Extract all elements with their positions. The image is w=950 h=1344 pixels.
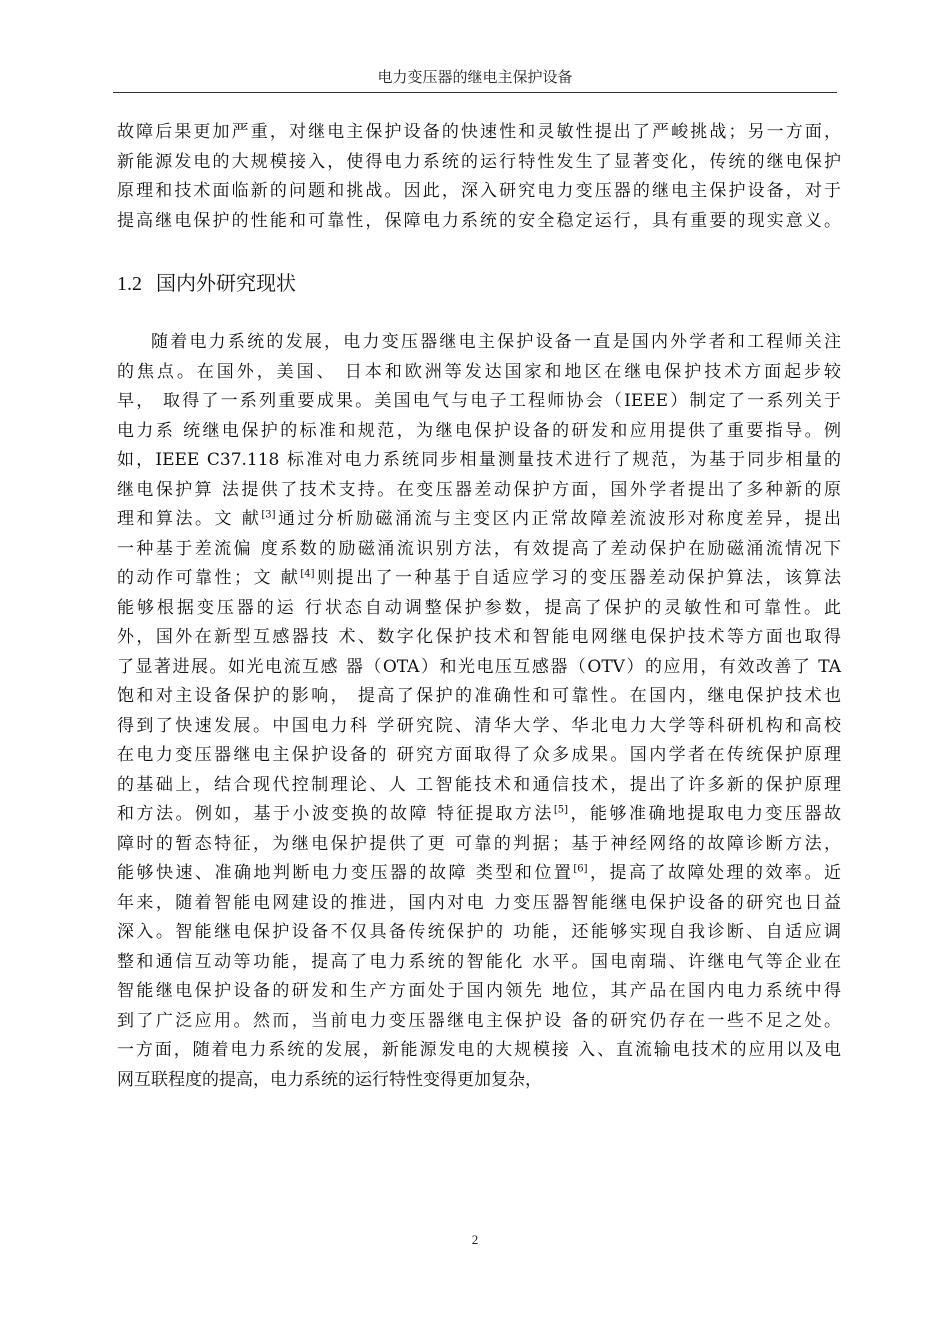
- text-line: 外，国外在新型互感器技 术、数字化保护技术和智能电网继电保护技术等方面也取得: [117, 627, 841, 647]
- citation-ref: [6]: [573, 863, 588, 875]
- text-segment: ，能够准确地提取电力变压器故: [568, 804, 842, 824]
- intro-paragraph: [117, 118, 841, 236]
- section-heading: [117, 268, 296, 299]
- text-segment: 的动作可靠性；文 献: [117, 568, 301, 588]
- text-line: 整和通信互动等功能，提高了电力系统的智能化 水平。国电南瑞、许继电气等企业在: [117, 951, 841, 972]
- text-line: 提高继电保护的性能和可靠性，保障电力系统的安全稳定运行，具有重要的现实意义。: [117, 210, 841, 231]
- text-line: 早， 取得了一系列重要成果。美国电气与电子工程师协会（IEEE）制定了一系列关于: [117, 391, 841, 411]
- text-line: 一种基于差流偏 度系数的励磁涌流识别方法，有效提高了差动保护在励磁涌流情况下: [117, 538, 841, 559]
- text-line: 电力系 统继电保护的标准和规范，为继电保护设备的研发和应用提供了重要指导。例: [117, 420, 841, 441]
- text-line: 的基础上，结合现代控制理论、人 工智能技术和通信技术，提出了许多新的保护原理: [117, 774, 841, 795]
- text-line: 的焦点。在国外，美国、 日本和欧洲等发达国家和地区在继电保护技术方面起步较: [117, 361, 841, 382]
- text-line: 年来，随着智能电网建设的推进，国内对电 力变压器智能继电保护设备的研究也日益: [117, 892, 841, 913]
- text-line: [117, 859, 841, 889]
- text-line: 智能继电保护设备的研发和生产方面处于国内领先 地位，其产品在国内电力系统中得: [117, 981, 841, 1001]
- text-segment: 通过分析励磁涌流与主变区内正常故障差流波形对称度差异，提出: [275, 509, 841, 529]
- text-line: 网互联程度的提高，电力系统的运行特性变得更加复杂，: [117, 1069, 542, 1090]
- text-segment: 则提出了一种基于自适应学习的变压器差动保护算法，该算法: [314, 568, 842, 588]
- text-line: 能够根据变压器的运 行状态自动调整保护参数，提高了保护的灵敏性和可靠性。此: [117, 597, 841, 618]
- text-line: 一方面，随着电力系统的发展，新能源发电的大规模接 入、直流输电技术的应用以及电: [117, 1040, 841, 1060]
- text-line: [117, 505, 841, 535]
- citation-ref: [3]: [261, 509, 276, 521]
- text-line: [117, 564, 841, 594]
- text-line: 在电力变压器继电主保护设备的 研究方面取得了众多成果。国内学者在传统保护原理: [117, 745, 841, 765]
- text-line: 故障后果更加严重，对继电主保护设备的快速性和灵敏性提出了严峻挑战；另一方面，: [117, 122, 841, 142]
- section-title: 国内外研究现状: [156, 271, 296, 295]
- running-header: 电力变压器的继电主保护设备: [113, 64, 837, 93]
- section-number: 1.2: [117, 273, 142, 295]
- text-segment: 能够快速、准确地判断电力变压器的故障 类型和位置: [117, 863, 574, 883]
- text-segment: ，提高了故障处理的效率。近: [587, 863, 842, 883]
- text-segment: 理和算法。文 献: [117, 509, 262, 529]
- text-line: 得到了快速发展。中国电力科 学研究院、清华大学、华北电力大学等科研机构和高校: [117, 715, 841, 736]
- text-line: 原理和技术面临新的问题和挑战。因此，深入研究电力变压器的继电主保护设备，对于: [117, 181, 841, 201]
- citation-ref: [5]: [553, 804, 569, 816]
- text-segment: 和方法。例如，基于小波变换的故障 特征提取方法: [117, 804, 554, 824]
- citation-ref: [4]: [300, 568, 315, 580]
- body-paragraph: [117, 328, 841, 1095]
- text-line: 饱和对主设备保护的影响， 提高了保护的准确性和可靠性。在国内，继电保护技术也: [117, 686, 841, 706]
- page-number: 2: [471, 1232, 479, 1247]
- text-line: 到了广泛应用。然而，当前电力变压器继电主保护设 备的研究仍存在一些不足之处。: [117, 1010, 841, 1031]
- text-line: 随着电力系统的发展，电力变压器继电主保护设备一直是国内外学者和工程师关注: [151, 332, 841, 352]
- text-line: 障时的暂态特征，为继电保护提供了更 可靠的判据；基于神经网络的故障诊断方法，: [117, 833, 841, 854]
- text-line: 了显著进展。如光电流互感 器（OTA）和光电压互感器（OTV）的应用，有效改善了 TA: [117, 656, 841, 677]
- text-line: [117, 800, 841, 830]
- text-line: 新能源发电的大规模接入，使得电力系统的运行特性发生了显著变化，传统的继电保护: [117, 151, 841, 172]
- text-line: 深入。智能继电保护设备不仅具备传统保护的 功能，还能够实现自我诊断、自适应调: [117, 922, 841, 942]
- text-line: 继电保护算 法提供了技术支持。在变压器差动保护方面，国外学者提出了多种新的原: [117, 479, 841, 500]
- text-line: 如，IEEE C37.118 标准对电力系统同步相量测量技术进行了规范，为基于同步相量的: [117, 450, 841, 470]
